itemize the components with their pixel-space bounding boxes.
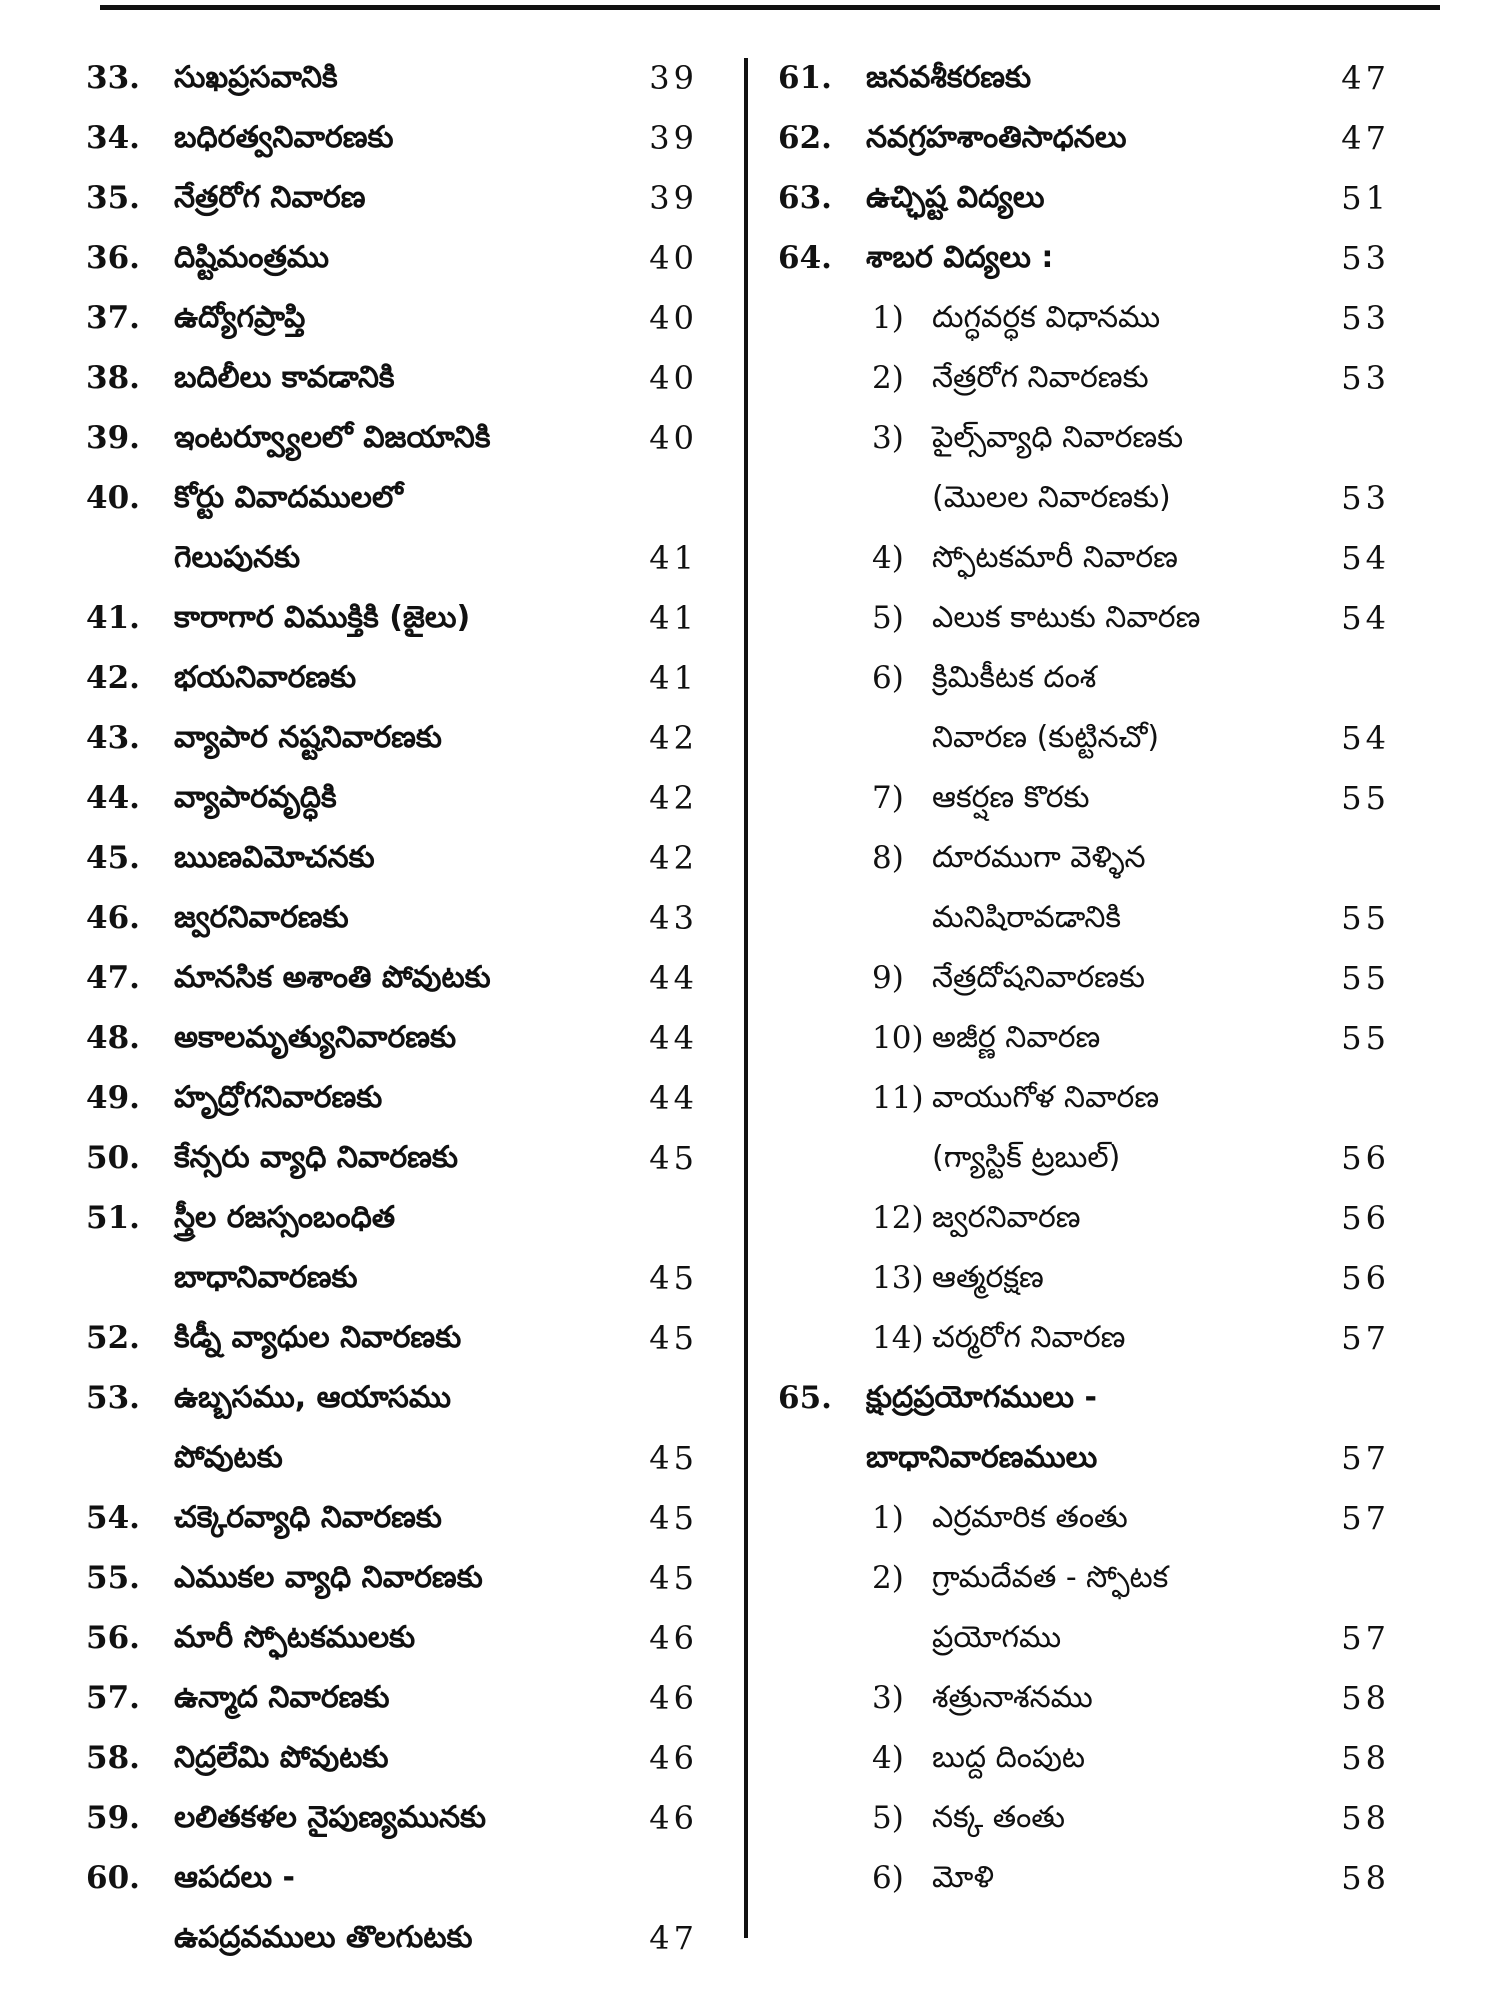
toc-entry (86, 288, 698, 348)
entry-page-number: 57 (1341, 1499, 1390, 1537)
toc-entry (778, 1248, 1390, 1308)
entry-title: శాబర విద్యలు : (866, 240, 1054, 275)
entry-title: భయనివారణకు (174, 660, 357, 695)
toc-left-column (86, 48, 698, 1968)
entry-page-number: 55 (1341, 899, 1390, 937)
entry-title: నిద్రలేమి పోవుటకు (174, 1740, 389, 1775)
entry-title: క్రిమికీటక దంశ (932, 660, 1097, 695)
toc-entry (86, 1548, 698, 1608)
toc-entry (86, 1068, 698, 1128)
entry-number: 51. (86, 1200, 140, 1236)
entry-page-number: 40 (649, 359, 698, 397)
toc-entry (86, 1188, 698, 1248)
entry-page-number: 58 (1341, 1739, 1390, 1777)
column-divider (744, 58, 748, 1938)
toc-entry (86, 1488, 698, 1548)
entry-page-number: 44 (649, 1079, 698, 1117)
entry-number: 34. (86, 120, 140, 156)
entry-title: అకాలమృత్యునివారణకు (174, 1020, 457, 1055)
toc-entry (86, 768, 698, 828)
entry-number: 36. (86, 240, 140, 276)
entry-title: శత్రునాశనము (932, 1680, 1093, 1715)
toc-entry (778, 288, 1390, 348)
entry-title: కేన్సరు వ్యాధి నివారణకు (174, 1140, 458, 1175)
entry-number: 6) (872, 660, 904, 696)
entry-page-number: 55 (1341, 1019, 1390, 1057)
entry-number: 1) (872, 1500, 904, 1536)
entry-page-number: 53 (1341, 239, 1390, 277)
entry-title: నేత్రదోషనివారణకు (932, 960, 1145, 995)
toc-entry (778, 1428, 1390, 1488)
entry-page-number: 47 (1341, 119, 1390, 157)
entry-title: ప్రయోగము (932, 1620, 1062, 1655)
toc-entry (778, 588, 1390, 648)
toc-entry (86, 1608, 698, 1668)
toc-entry (86, 348, 698, 408)
entry-title: నక్క తంతు (932, 1800, 1066, 1835)
entry-page-number: 40 (649, 419, 698, 457)
entry-page-number: 55 (1341, 779, 1390, 817)
entry-page-number: 44 (649, 1019, 698, 1057)
entry-number: 8) (872, 840, 904, 876)
entry-number: 3) (872, 1680, 904, 1716)
entry-number: 61. (778, 60, 832, 96)
entry-title: అజీర్ణ నివారణ (932, 1020, 1101, 1055)
entry-number: 63. (778, 180, 832, 216)
toc-entry (778, 468, 1390, 528)
entry-title: వ్యాపార నష్టనివారణకు (174, 720, 442, 755)
entry-number: 64. (778, 240, 832, 276)
toc-entry (86, 48, 698, 108)
entry-number: 43. (86, 720, 140, 756)
toc-entry (778, 1608, 1390, 1668)
entry-page-number: 46 (649, 1799, 698, 1837)
entry-page-number: 46 (649, 1679, 698, 1717)
entry-title: క్షుద్రప్రయోగములు - (866, 1380, 1097, 1415)
entry-title: ఉన్మాద నివారణకు (174, 1680, 390, 1715)
entry-title: స్ఫోటకమారీ నివారణ (932, 540, 1178, 575)
entry-number: 2) (872, 1560, 904, 1596)
entry-number: 56. (86, 1620, 140, 1656)
toc-entry (778, 648, 1390, 708)
entry-number: 62. (778, 120, 832, 156)
entry-title: ఉపద్రవములు తొలగుటకు (174, 1920, 473, 1955)
entry-title: జ్వరనివారణకు (174, 900, 349, 935)
entry-page-number: 46 (649, 1739, 698, 1777)
entry-title: మోళి (932, 1860, 994, 1895)
entry-page-number: 57 (1341, 1319, 1390, 1357)
entry-title: ఆపదలు - (174, 1860, 295, 1895)
entry-title: వ్యాపారవృద్ధికి (174, 780, 337, 815)
entry-number: 37. (86, 300, 140, 336)
entry-title: కిడ్నీ వ్యాధుల నివారణకు (174, 1320, 462, 1355)
entry-number: 53. (86, 1380, 140, 1416)
entry-title: దుగ్ధవర్ధక విధానము (932, 300, 1161, 335)
entry-page-number: 45 (649, 1319, 698, 1357)
toc-entry (86, 648, 698, 708)
entry-title: గెలుపునకు (174, 540, 301, 575)
toc-entry (86, 408, 698, 468)
entry-title: బదిలీలు కావడానికి (174, 360, 395, 395)
entry-page-number: 45 (649, 1439, 698, 1477)
entry-page-number: 43 (649, 899, 698, 937)
entry-number: 5) (872, 1800, 904, 1836)
entry-number: 9) (872, 960, 904, 996)
top-rule (100, 5, 1440, 10)
entry-number: 47. (86, 960, 140, 996)
entry-number: 42. (86, 660, 140, 696)
toc-entry (778, 48, 1390, 108)
entry-number: 50. (86, 1140, 140, 1176)
entry-title: జనవశీకరణకు (866, 60, 1032, 95)
entry-page-number: 56 (1341, 1259, 1390, 1297)
entry-number: 44. (86, 780, 140, 816)
entry-page-number: 47 (649, 1919, 698, 1957)
toc-entry (778, 1848, 1390, 1908)
entry-number: 48. (86, 1020, 140, 1056)
entry-title: ఉచ్ఛిష్ట విద్యలు (866, 180, 1045, 215)
toc-entry (86, 108, 698, 168)
entry-number: 55. (86, 1560, 140, 1596)
entry-page-number: 41 (649, 539, 698, 577)
toc-entry (778, 948, 1390, 1008)
entry-page-number: 39 (649, 59, 698, 97)
toc-entry (778, 1548, 1390, 1608)
entry-title: నేత్రరోగ నివారణకు (932, 360, 1149, 395)
toc-entry (778, 708, 1390, 768)
entry-page-number: 45 (649, 1559, 698, 1597)
toc-entry (86, 588, 698, 648)
entry-page-number: 41 (649, 659, 698, 697)
entry-number: 33. (86, 60, 140, 96)
toc-entry (86, 528, 698, 588)
entry-number: 5) (872, 600, 904, 636)
toc-entry (778, 168, 1390, 228)
entry-number: 10) (872, 1020, 924, 1056)
entry-page-number: 51 (1341, 179, 1390, 217)
toc-entry (86, 948, 698, 1008)
entry-number: 7) (872, 780, 904, 816)
entry-number: 54. (86, 1500, 140, 1536)
entry-page-number: 58 (1341, 1679, 1390, 1717)
entry-number: 41. (86, 600, 140, 636)
toc-entry (86, 1668, 698, 1728)
entry-page-number: 56 (1341, 1139, 1390, 1177)
toc-entry (86, 1788, 698, 1848)
entry-number: 13) (872, 1260, 924, 1296)
entry-page-number: 46 (649, 1619, 698, 1657)
toc-entry (86, 1128, 698, 1188)
entry-title: పైల్స్‌వ్యాధి నివారణకు (932, 420, 1184, 455)
entry-page-number: 42 (649, 839, 698, 877)
entry-title: నివారణ (కుట్టినచో) (932, 720, 1160, 755)
entry-title: గ్రామదేవత - స్ఫోటక (932, 1560, 1169, 1595)
toc-entry (778, 108, 1390, 168)
entry-number: 14) (872, 1320, 924, 1356)
entry-number: 2) (872, 360, 904, 396)
entry-title: బుద్ద దింపుట (932, 1740, 1086, 1775)
toc-entry (86, 1908, 698, 1968)
toc-entry (86, 1248, 698, 1308)
entry-title: ఎలుక కాటుకు నివారణ (932, 600, 1201, 635)
entry-title: ఇంటర్వ్యూలలో విజయానికి (174, 420, 491, 455)
entry-title: ఆత్మరక్షణ (932, 1260, 1044, 1295)
entry-title: ఆకర్షణ కొరకు (932, 780, 1090, 815)
entry-page-number: 45 (649, 1139, 698, 1177)
entry-page-number: 42 (649, 779, 698, 817)
toc-entry (778, 1188, 1390, 1248)
entry-page-number: 54 (1341, 599, 1390, 637)
entry-title: ఋణవిమోచనకు (174, 840, 375, 875)
toc-entry (778, 1008, 1390, 1068)
entry-number: 4) (872, 540, 904, 576)
entry-title: ఉద్యోగప్రాప్తి (174, 300, 306, 335)
toc-entry (778, 1488, 1390, 1548)
entry-title: ఎర్రమారిక తంతు (932, 1500, 1128, 1535)
entry-number: 39. (86, 420, 140, 456)
entry-title: హృద్రోగనివారణకు (174, 1080, 383, 1115)
toc-entry (86, 1428, 698, 1488)
entry-number: 11) (872, 1080, 924, 1116)
toc-entry (778, 408, 1390, 468)
entry-title: వాయుగోళ నివారణ (932, 1080, 1160, 1115)
toc-entry (778, 888, 1390, 948)
entry-number: 58. (86, 1740, 140, 1776)
toc-entry (778, 1668, 1390, 1728)
toc-entry (778, 228, 1390, 288)
entry-title: బధిరత్వనివారణకు (174, 120, 394, 155)
toc-right-column (778, 48, 1390, 1908)
entry-title: కోర్టు వివాదములలో (174, 480, 403, 515)
entry-number: 12) (872, 1200, 924, 1236)
entry-number: 40. (86, 480, 140, 516)
entry-title: బాధానివారణకు (174, 1260, 358, 1295)
entry-page-number: 55 (1341, 959, 1390, 997)
entry-number: 45. (86, 840, 140, 876)
toc-entry (86, 1848, 698, 1908)
entry-page-number: 42 (649, 719, 698, 757)
toc-entry (778, 768, 1390, 828)
entry-page-number: 45 (649, 1499, 698, 1537)
entry-page-number: 40 (649, 299, 698, 337)
entry-title: మానసిక అశాంతి పోవుటకు (174, 960, 491, 995)
entry-title: కారాగార విముక్తికి (జైలు) (174, 600, 471, 635)
entry-title: నేత్రరోగ నివారణ (174, 180, 366, 215)
toc-entry (778, 1368, 1390, 1428)
entry-page-number: 41 (649, 599, 698, 637)
entry-number: 59. (86, 1800, 140, 1836)
toc-entry (778, 1068, 1390, 1128)
entry-title: బాధానివారణములు (866, 1440, 1098, 1475)
entry-number: 3) (872, 420, 904, 456)
entry-number: 46. (86, 900, 140, 936)
toc-entry (778, 1788, 1390, 1848)
toc-entry (778, 828, 1390, 888)
entry-page-number: 44 (649, 959, 698, 997)
entry-page-number: 39 (649, 179, 698, 217)
entry-title: లలితకళల నైపుణ్యమునకు (174, 1800, 487, 1835)
entry-number: 65. (778, 1380, 832, 1416)
entry-number: 1) (872, 300, 904, 336)
toc-entry (86, 1728, 698, 1788)
entry-title: నవగ్రహశాంతిసాధనలు (866, 120, 1127, 155)
entry-page-number: 57 (1341, 1439, 1390, 1477)
entry-page-number: 47 (1341, 59, 1390, 97)
entry-number: 4) (872, 1740, 904, 1776)
entry-page-number: 54 (1341, 539, 1390, 577)
entry-number: 49. (86, 1080, 140, 1116)
toc-entry (86, 1308, 698, 1368)
entry-number: 60. (86, 1860, 140, 1896)
entry-page-number: 58 (1341, 1799, 1390, 1837)
entry-title: చర్మరోగ నివారణ (932, 1320, 1126, 1355)
entry-page-number: 56 (1341, 1199, 1390, 1237)
toc-entry (778, 1128, 1390, 1188)
entry-page-number: 53 (1341, 359, 1390, 397)
toc-entry (778, 1728, 1390, 1788)
entry-title: మనిషిరావడానికి (932, 900, 1122, 935)
entry-title: (గ్యాస్టిక్ ట్రబుల్) (932, 1140, 1121, 1175)
entry-page-number: 58 (1341, 1859, 1390, 1897)
entry-title: (మొలల నివారణకు) (932, 480, 1171, 515)
toc-entry (86, 168, 698, 228)
entry-title: చక్కెరవ్యాధి నివారణకు (174, 1500, 442, 1535)
toc-entry (778, 528, 1390, 588)
entry-title: స్త్రీల రజస్సంబంధిత (174, 1200, 396, 1235)
entry-title: ఎముకల వ్యాధి నివారణకు (174, 1560, 483, 1595)
entry-number: 57. (86, 1680, 140, 1716)
entry-page-number: 40 (649, 239, 698, 277)
entry-page-number: 45 (649, 1259, 698, 1297)
entry-page-number: 39 (649, 119, 698, 157)
entry-page-number: 53 (1341, 299, 1390, 337)
entry-title: దూరముగా వెళ్ళిన (932, 840, 1146, 875)
toc-entry (86, 1008, 698, 1068)
toc-entry (86, 1368, 698, 1428)
toc-entry (86, 828, 698, 888)
entry-title: జ్వరనివారణ (932, 1200, 1081, 1235)
toc-entry (86, 888, 698, 948)
toc-entry (86, 468, 698, 528)
entry-page-number: 54 (1341, 719, 1390, 757)
toc-entry (86, 708, 698, 768)
entry-page-number: 53 (1341, 479, 1390, 517)
entry-title: సుఖప్రసవానికి (174, 60, 338, 95)
entry-page-number: 57 (1341, 1619, 1390, 1657)
entry-number: 35. (86, 180, 140, 216)
entry-title: పోవుటకు (174, 1440, 283, 1475)
toc-entry (778, 1308, 1390, 1368)
entry-title: దిష్టిమంత్రము (174, 240, 329, 275)
entry-number: 52. (86, 1320, 140, 1356)
entry-title: మారీ స్ఫోటకములకు (174, 1620, 416, 1655)
toc-entry (778, 348, 1390, 408)
entry-number: 6) (872, 1860, 904, 1896)
entry-title: ఉబ్బసము, ఆయాసము (174, 1380, 451, 1415)
entry-number: 38. (86, 360, 140, 396)
toc-entry (86, 228, 698, 288)
